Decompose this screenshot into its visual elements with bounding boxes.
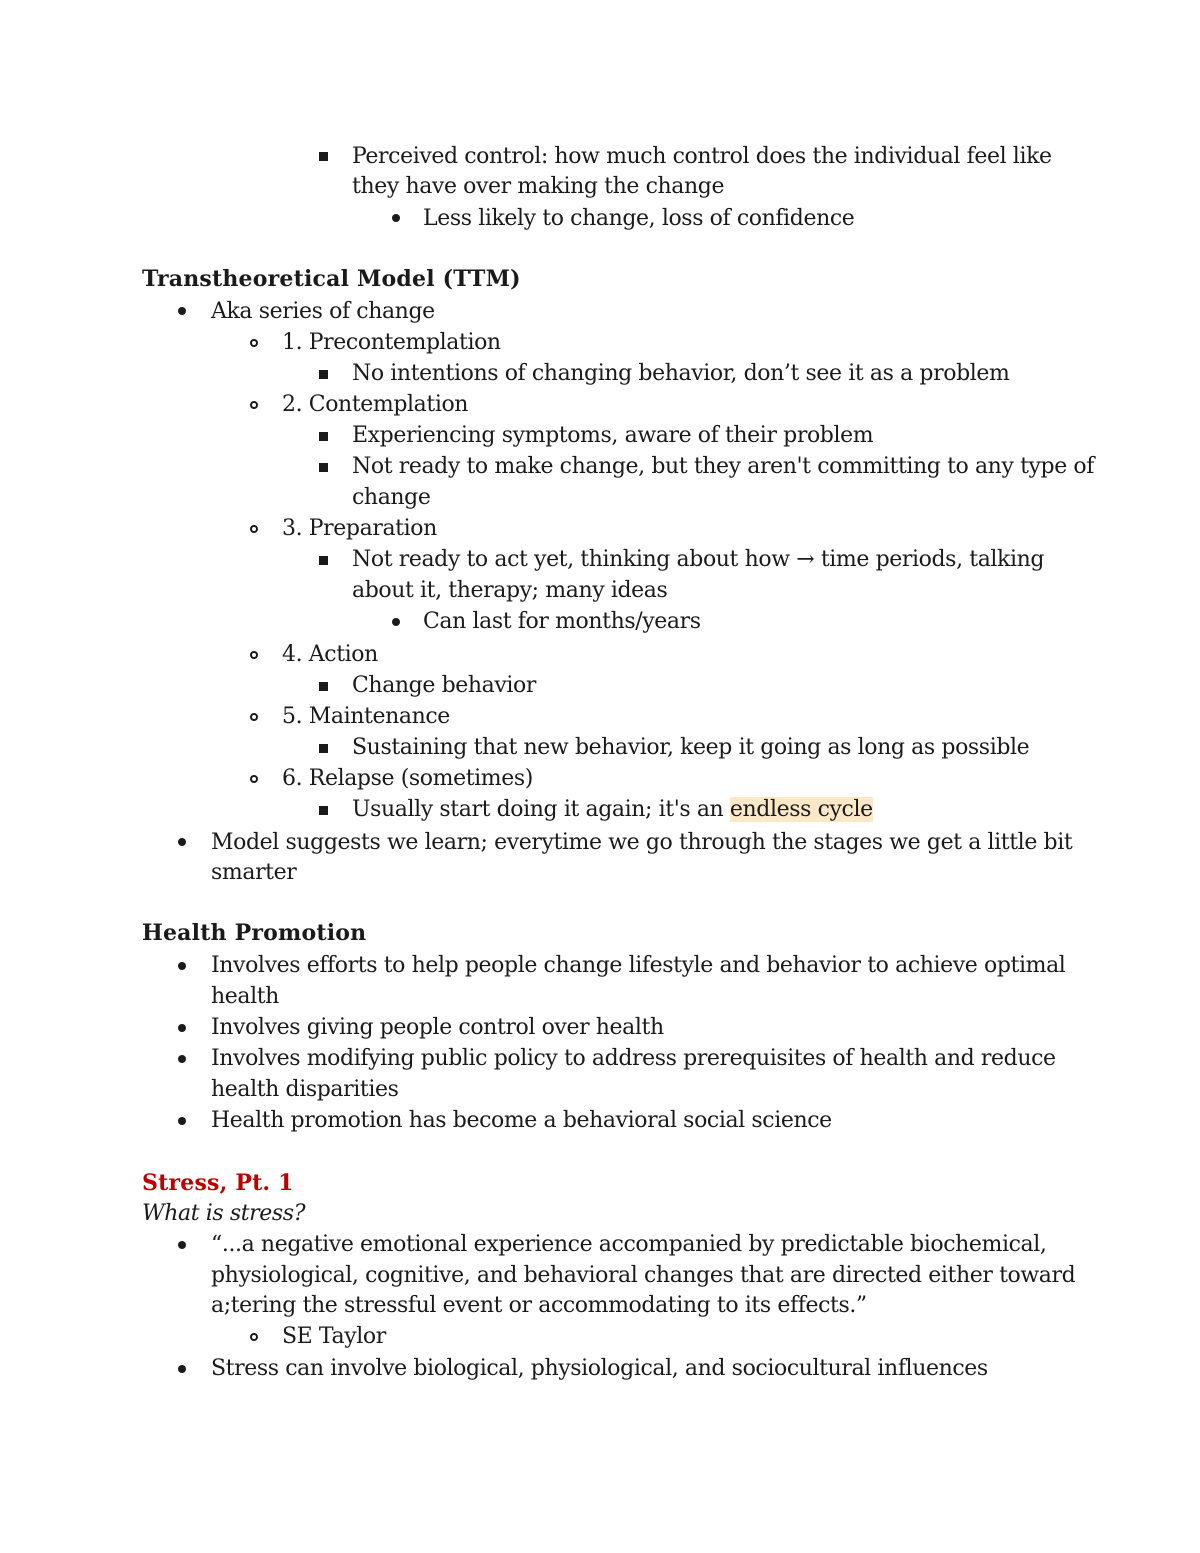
ttm-stage-6: 6. Relapse (sometimes) (282, 766, 533, 791)
ttm-stage-4-note: Change behavior (352, 673, 536, 698)
square-bullet-icon (319, 432, 328, 441)
dot-bullet-icon (178, 1024, 186, 1032)
perceived-control-line2: they have over making the change (352, 174, 725, 199)
health-b3-line2: health disparities (211, 1077, 399, 1102)
health-b2: Involves giving people control over health (211, 1015, 664, 1040)
ttm-stage-2: 2. Contemplation (282, 392, 469, 417)
ttm-model-line1: Model suggests we learn; everytime we go through the stages we get a little bit (211, 830, 1073, 855)
dot-bullet-icon (178, 307, 186, 315)
ttm-stage-3-note-line1: Not ready to act yet, thinking about how → time periods, talking (352, 547, 1045, 572)
ttm-stage-6-note-text: Usually start doing it again; it's an (352, 797, 730, 822)
ttm-stage-1: 1. Precontemplation (282, 330, 501, 355)
ttm-stage-2-note-b-line2: change (352, 485, 431, 510)
health-heading: Health Promotion (142, 920, 367, 946)
square-bullet-icon (319, 806, 328, 815)
square-bullet-icon (319, 682, 328, 691)
ttm-stage-1-note: No intentions of changing behavior, don’t see it as a problem (352, 361, 1010, 386)
ttm-stage-5-note: Sustaining that new behavior, keep it going as long as possible (352, 735, 1030, 760)
perceived-control-line1: Perceived control: how much control does the individual feel like (352, 144, 1052, 169)
stress-author: SE Taylor (282, 1324, 386, 1349)
ring-bullet-icon (250, 339, 258, 347)
dot-bullet-icon (178, 962, 186, 970)
ring-bullet-icon (250, 713, 258, 721)
ring-bullet-icon (250, 1333, 258, 1341)
dot-bullet-icon (178, 1241, 186, 1249)
ttm-stage-3: 3. Preparation (282, 516, 437, 541)
ring-bullet-icon (250, 651, 258, 659)
square-bullet-icon (319, 744, 328, 753)
ttm-stage-3-subnote: Can last for months/years (423, 609, 701, 634)
ring-bullet-icon (250, 775, 258, 783)
stress-quote-line3: a;tering the stressful event or accommodating to its effects.” (211, 1293, 867, 1318)
dot-bullet-icon (392, 618, 400, 626)
ttm-stage-2-note-a: Experiencing symptoms, aware of their problem (352, 423, 874, 448)
endless-cycle-highlight: endless cycle (729, 797, 873, 822)
stress-quote-line2: physiological, cognitive, and behavioral changes that are directed either toward (211, 1263, 1076, 1288)
less-likely-text: Less likely to change, loss of confidence (423, 206, 855, 231)
ttm-stage-5: 5. Maintenance (282, 704, 450, 729)
square-bullet-icon (319, 370, 328, 379)
square-bullet-icon (319, 463, 328, 472)
ttm-stage-3-note-line2: about it, therapy; many ideas (352, 578, 668, 603)
dot-bullet-icon (392, 214, 400, 222)
stress-b2: Stress can involve biological, physiological, and sociocultural influences (211, 1356, 988, 1381)
health-b1-line1: Involves efforts to help people change lifestyle and behavior to achieve optimal (211, 953, 1066, 978)
ttm-model-line2: smarter (211, 860, 297, 885)
ring-bullet-icon (250, 525, 258, 533)
ttm-stage-2-note-b-line1: Not ready to make change, but they aren't committing to any type of (352, 454, 1095, 479)
health-b1-line2: health (211, 984, 279, 1009)
ttm-stage-4: 4. Action (282, 642, 378, 667)
ring-bullet-icon (250, 401, 258, 409)
ttm-stage-6-note (352, 794, 873, 825)
health-b4: Health promotion has become a behavioral social science (211, 1108, 832, 1133)
stress-question: What is stress? (142, 1201, 306, 1226)
square-bullet-icon (319, 556, 328, 565)
dot-bullet-icon (178, 1117, 186, 1125)
stress-quote-line1: “...a negative emotional experience accompanied by predictable biochemical, (211, 1232, 1047, 1257)
stress-heading: Stress, Pt. 1 (142, 1170, 294, 1196)
dot-bullet-icon (178, 1365, 186, 1373)
ttm-heading: Transtheoretical Model (TTM) (142, 266, 521, 292)
health-b3-line1: Involves modifying public policy to address prerequisites of health and reduce (211, 1046, 1056, 1071)
square-bullet-icon (319, 152, 328, 161)
dot-bullet-icon (178, 838, 186, 846)
ttm-aka: Aka series of change (211, 299, 435, 324)
dot-bullet-icon (178, 1055, 186, 1063)
